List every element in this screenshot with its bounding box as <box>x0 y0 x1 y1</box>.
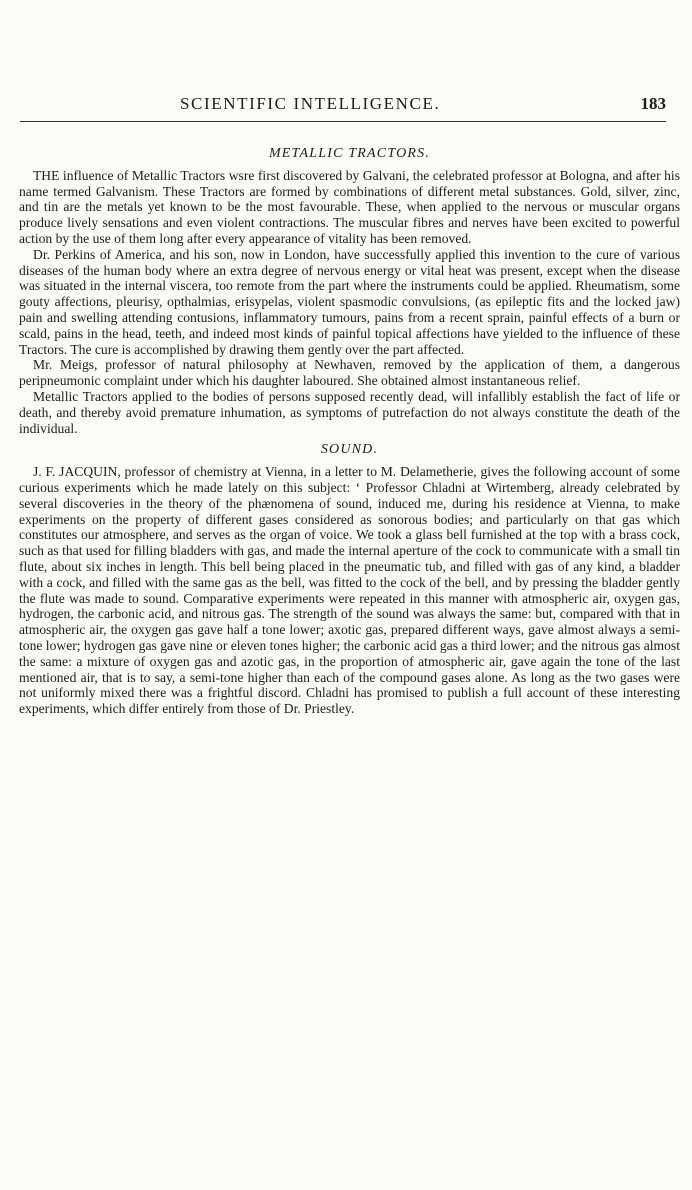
section-title: SOUND. <box>320 442 379 458</box>
page-body <box>19 146 680 717</box>
section-sound <box>19 442 680 717</box>
page-header <box>20 94 666 120</box>
section-title: METALLIC TRACTORS. <box>268 146 431 161</box>
header-rule <box>20 121 666 122</box>
paragraph: Metallic Tractors applied to the bodies of persons supposed recently dead, will infallibly establish the fact of life or death, and thereby avoid premature inhumation, as symptoms of putrefaction do not always constitute the death of the individual. <box>19 388 680 436</box>
paragraph: Dr. Perkins of America, and his son, now in London, have successfully applied this invention to the cure of various diseases of the human body where an extra degree of nervous energy or vital heat was present, except when the disease was situated in the internal viscera, too remote from the part where the instruments could be applied. Rheumatism, some gouty affections, pleurisy, opthalmias, erisypelas, violent spasmodic convulsions, (as epileptic fits and the locked jaw) pain and swelling attending contusions, inflammatory tumours, pains from a recent sprain, painful effects of a burn or scald, pains in the head, teeth, and indeed most kinds of painful topical affections have yielded to the influence of these Tractors. The cure is accomplished by drawing them gently over the part affected. <box>19 246 680 357</box>
running-head: SCIENTIFIC INTELLIGENCE. <box>180 94 441 113</box>
page-number: 183 <box>640 94 666 113</box>
paragraph: J. F. JACQUIN, professor of chemistry at Vienna, in a letter to M. Delametherie, gives the following account of some curious experiments which he made lately on this subject: ‘ Professor Chladni at Wirtemberg, already celebrated by several discoveries in the theory of the phænomena of sound, induced me, during his residence at Vienna, to make experiments on the property of different gases considered as sonorous bodies; and particularly on that gas which constitutes our atmosphere, and serves as the organ of voice. We took a glass bell furnished at the top with a brass cock, such as that used for filling bladders with gas, and made the internal aperture of the cock to communicate with a small tin flute, about six inches in length. This bell being placed in the pneumatic tub, and filled with gas of any kind, a bladder with a cock, and filled with the same gas as the bell, was fitted to the cock of the bell, and by pressing the bladder gently the flute was made to sound. Comparative experiments were repeated in this manner with atmospheric air, oxygen gas, hydrogen, the carbonic acid, and nitrous gas. The strength of the sound was always the same: but, compared with that in atmospheric air, the oxygen gas gave half a tone lower; axotic gas, prepared different ways, gave almost always a semi-tone lower; hydrogen gas gave nine or eleven tones higher; the carbonic acid gas a third lower; and the nitrous gas almost the same: a mixture of oxygen gas and azotic gas, in the proportion of atmospheric air, gave again the tone of the last mentioned air, that is to say, a semi-tone higher than each of the compound gases alone. As long as the two gases were not uniformly mixed there was a frightful discord. Chladni has promised to publish a full account of these interesting experiments, which differ entirely from those of Dr. Priestley. <box>19 464 680 717</box>
paragraph: THE influence of Metallic Tractors wsre first discovered by Galvani, the celebrated professor at Bologna, and after his name termed Galvanism. These Tractors are formed by combinations of different metal substances. Gold, silver, zinc, and tin are the metals yet known to be the most favourable. These, when applied to the nervous or muscular organs produce lively sensations and even violent contractions. The muscular fibres and nerves have been excited to powerful action by the use of them long after every appearance of vitality has been removed. <box>19 167 680 246</box>
paragraph: Mr. Meigs, professor of natural philosophy at Newhaven, removed by the application of them, a dangerous peripneumonic complaint under which his daughter laboured. She obtained almost instantaneous relief. <box>19 357 680 389</box>
section-metallic-tractors <box>19 146 680 436</box>
